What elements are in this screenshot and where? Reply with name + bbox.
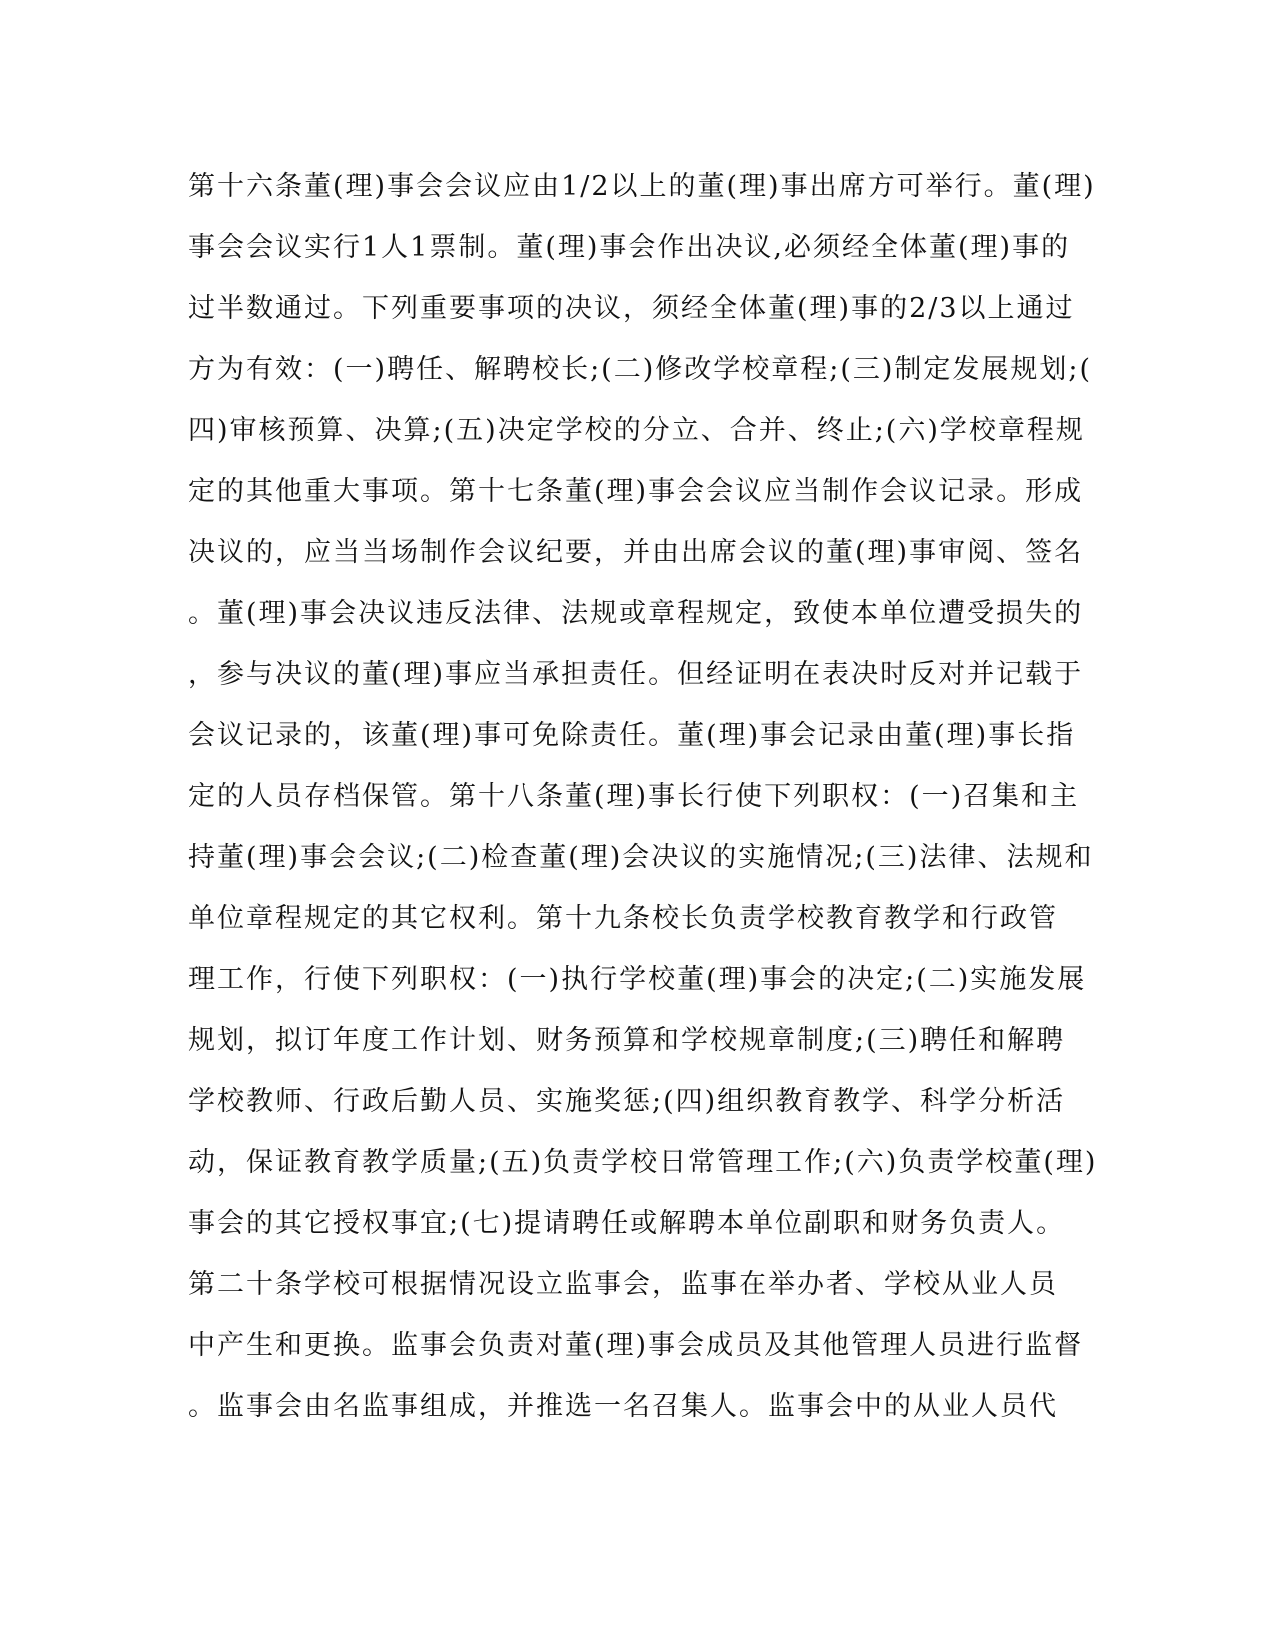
body-text (188, 156, 1098, 1437)
text-line: 第十六条董(理)事会会议应由1/2以上的董(理)事出席方可举行。董(理) (188, 171, 1096, 202)
text-line: 单位章程规定的其它权利。第十九条校长负责学校教育教学和行政管 (188, 903, 1058, 934)
text-line: 事会会议实行1人1票制。董(理)事会作出决议,必须经全体董(理)事的 (188, 232, 1071, 263)
text-line: 过半数通过。下列重要事项的决议，须经全体董(理)事的2/3以上通过 (188, 293, 1075, 324)
text-line: 中产生和更换。监事会负责对董(理)事会成员及其他管理人员进行监督 (188, 1330, 1084, 1361)
text-line: 事会的其它授权事宜;(七)提请聘任或解聘本单位副职和财务负责人。 (188, 1208, 1066, 1239)
text-line: 持董(理)事会会议;(二)检查董(理)会决议的实施情况;(三)法律、法规和 (188, 842, 1094, 873)
text-line: 。董(理)事会决议违反法律、法规或章程规定，致使本单位遭受损失的 (188, 598, 1084, 629)
text-line: 规划，拟订年度工作计划、财务预算和学校规章制度;(三)聘任和解聘 (188, 1025, 1066, 1056)
text-line: 定的其他重大事项。第十七条董(理)事会会议应当制作会议记录。形成 (188, 476, 1084, 507)
text-line: 四)审核预算、决算;(五)决定学校的分立、合并、终止;(六)学校章程规 (188, 415, 1085, 446)
text-line: 。监事会由名监事组成，并推选一名召集人。监事会中的从业人员代 (188, 1391, 1058, 1422)
text-line: 方为有效：(一)聘任、解聘校长;(二)修改学校章程;(三)制定发展规划;( (188, 354, 1093, 385)
text-line: 学校教师、行政后勤人员、实施奖惩;(四)组织教育教学、科学分析活 (188, 1086, 1066, 1117)
text-line: 决议的，应当当场制作会议纪要，并由出席会议的董(理)事审阅、签名 (188, 537, 1084, 568)
text-line: ，参与决议的董(理)事应当承担责任。但经证明在表决时反对并记载于 (188, 659, 1084, 690)
text-line: 动，保证教育教学质量;(五)负责学校日常管理工作;(六)负责学校董(理) (188, 1147, 1098, 1178)
text-line: 定的人员存档保管。第十八条董(理)事长行使下列职权：(一)召集和主 (188, 781, 1080, 812)
text-line: 理工作，行使下列职权：(一)执行学校董(理)事会的决定;(二)实施发展 (188, 964, 1087, 995)
text-line: 会议记录的，该董(理)事可免除责任。董(理)事会记录由董(理)事长指 (188, 720, 1076, 751)
text-line: 第二十条学校可根据情况设立监事会，监事在举办者、学校从业人员 (188, 1269, 1058, 1300)
